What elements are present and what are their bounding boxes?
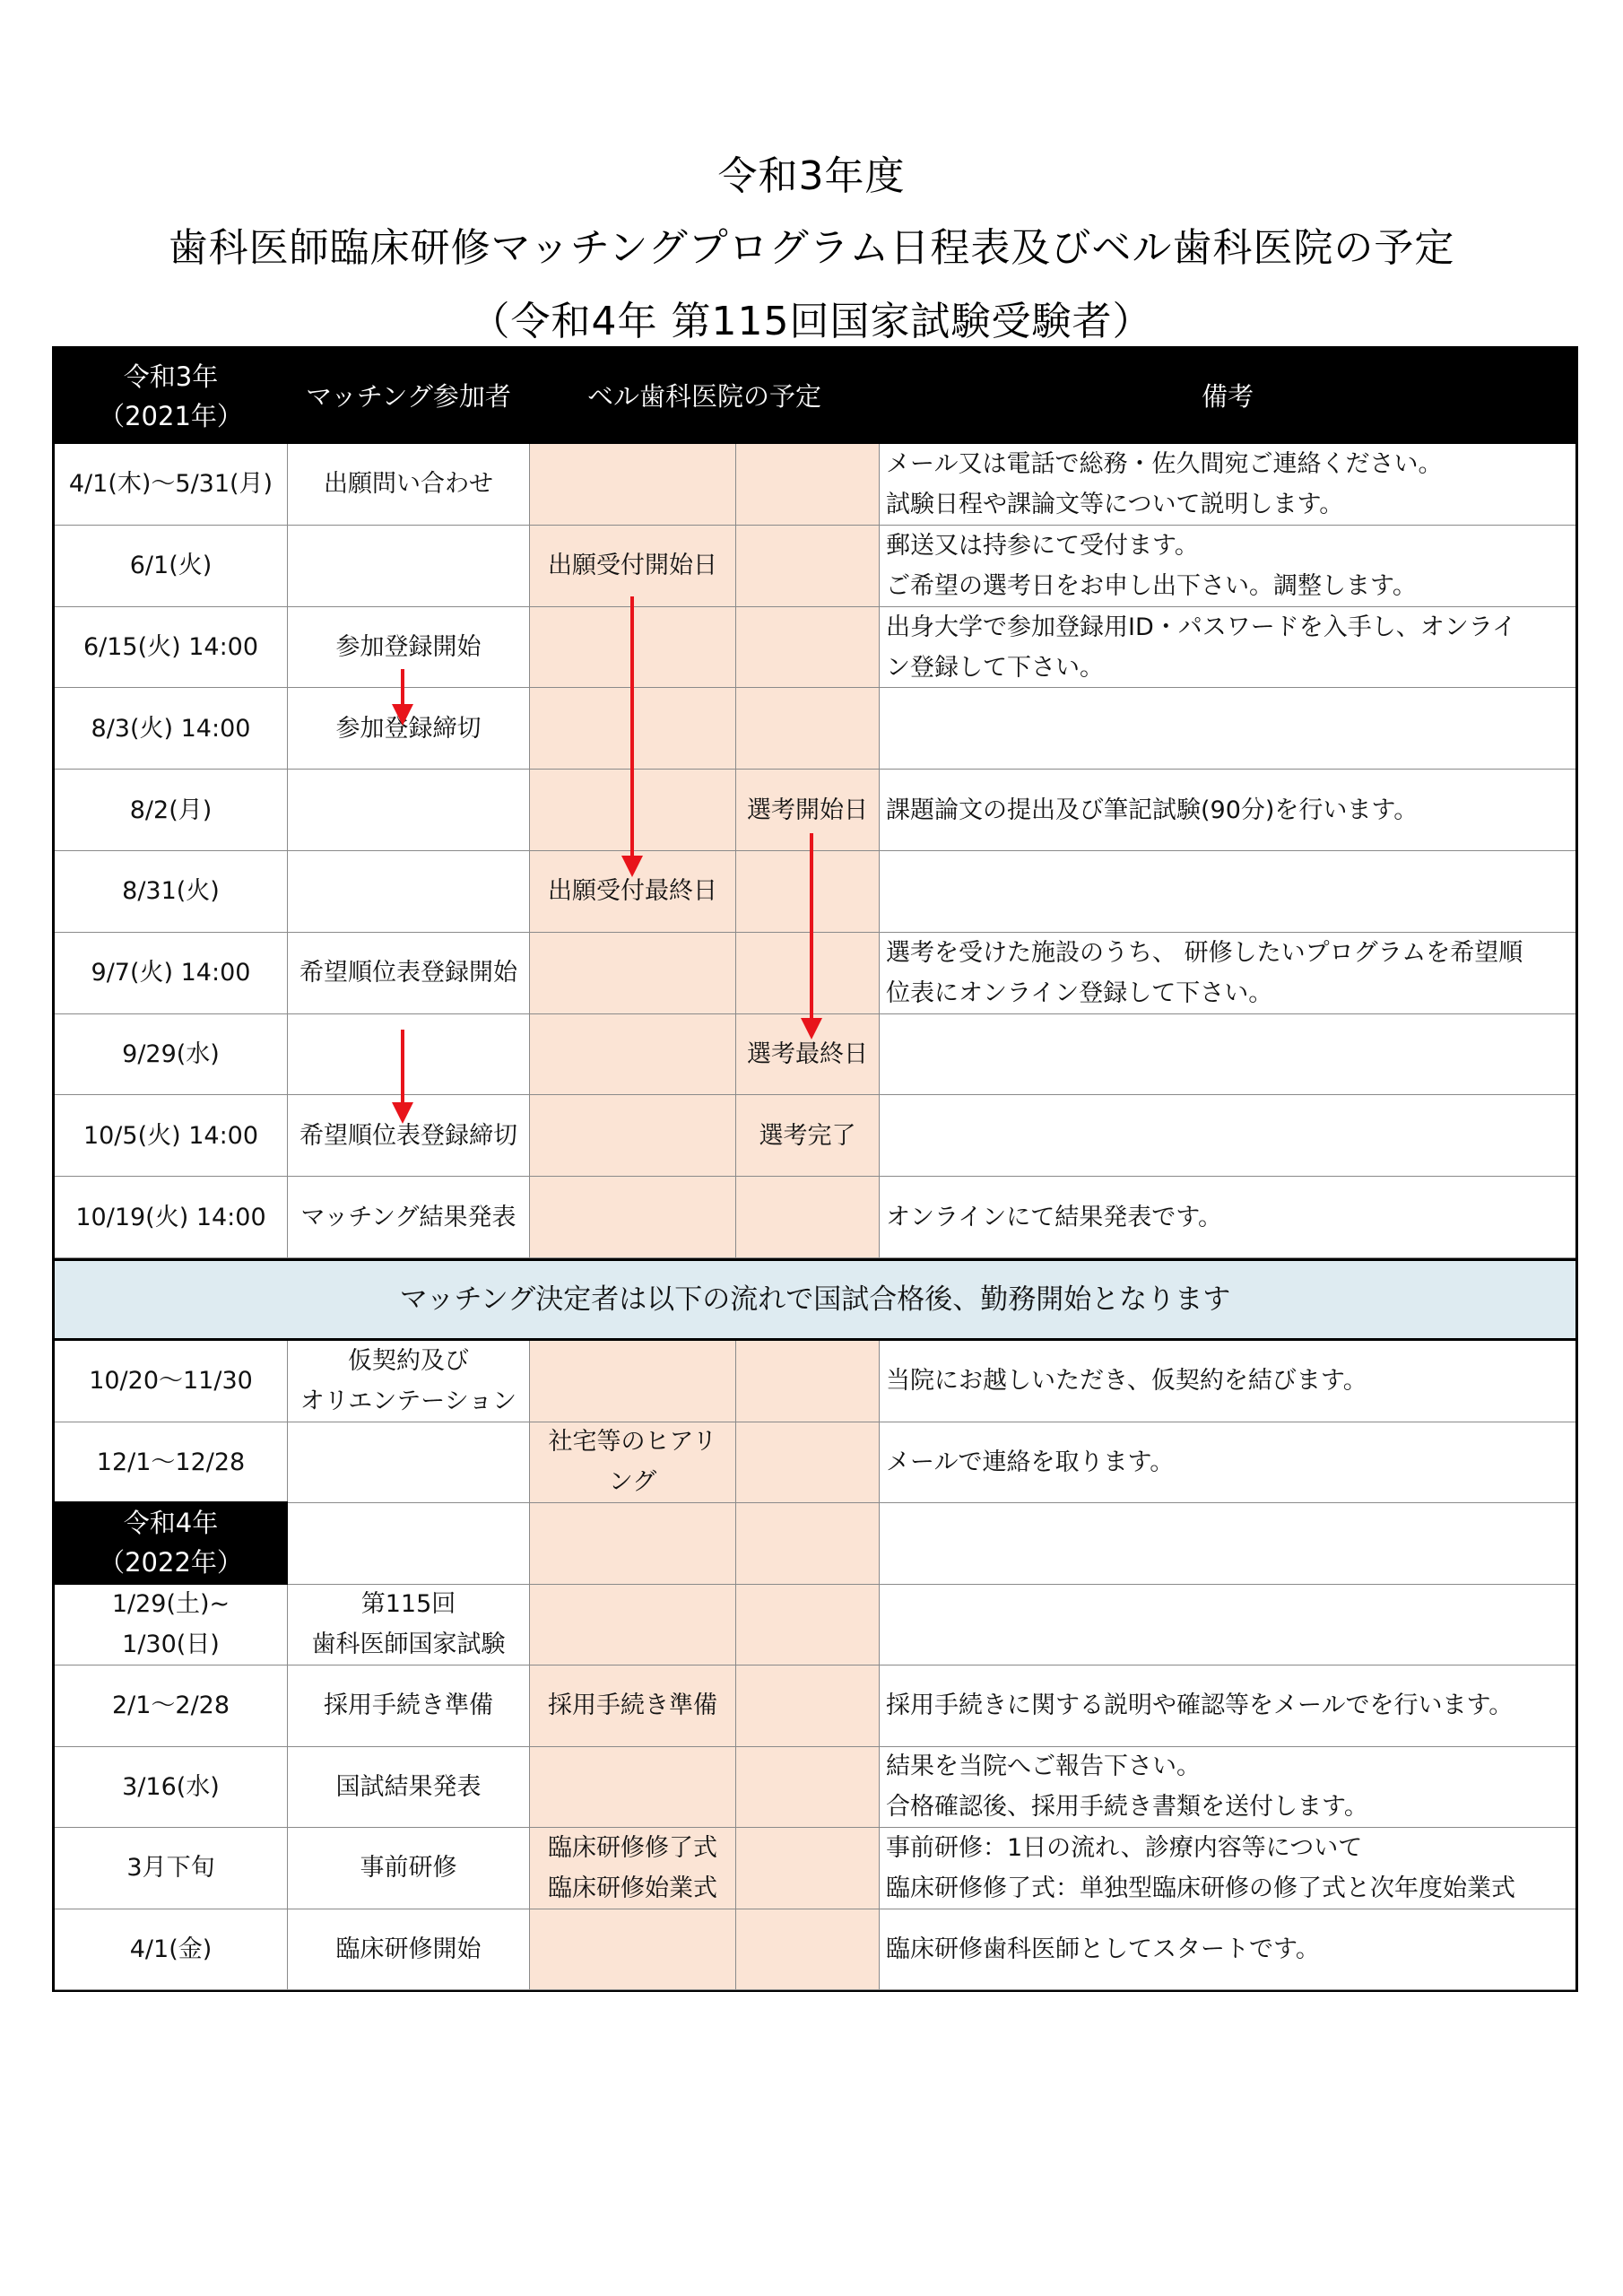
row-2-note-text-1: 出身大学で参加登録用ID・パスワードを入手し、オンライ — [886, 613, 1516, 641]
row-7-bell-selection — [736, 1014, 880, 1096]
row-9-participant — [288, 1177, 530, 1258]
header-bell-label: ベル歯科医院の予定 — [586, 380, 821, 412]
row-8-note — [880, 1095, 1575, 1177]
row2-5-participant — [288, 1747, 530, 1829]
row2-0-note-text-1: 当院にお越しいただき、仮契約を結びます。 — [886, 1367, 1367, 1396]
row-6-note — [880, 933, 1575, 1014]
row-7-date — [55, 1014, 288, 1096]
row2-4-date — [55, 1665, 288, 1747]
row-5-bell-selection — [736, 851, 880, 933]
row-3-participant — [288, 688, 530, 770]
header-participant — [288, 349, 530, 444]
row-2-bell-selection — [736, 607, 880, 689]
row2-6-participant — [288, 1828, 530, 1909]
matching-banner — [55, 1258, 1575, 1341]
row2-6-note-text-1: 事前研修：1日の流れ、診療内容等について — [886, 1833, 1363, 1862]
row2-5-participant-text-1: 国試結果発表 — [335, 1772, 482, 1801]
header-participant-label: マッチング参加者 — [306, 380, 511, 412]
row-4-date — [55, 770, 288, 851]
row-0-participant — [288, 444, 530, 526]
row-4-bell-selection-text-1: 選考開始日 — [747, 796, 868, 824]
row-9-note — [880, 1177, 1575, 1258]
row2-0-bell-application — [530, 1341, 736, 1422]
row-8-date — [55, 1095, 288, 1177]
row-6-note-text-2: 位表にオンライン登録して下さい。 — [886, 978, 1273, 1007]
row-2-date — [55, 607, 288, 689]
row-2-participant — [288, 607, 530, 689]
row2-7-participant-text-1: 臨床研修開始 — [335, 1935, 482, 1963]
row-7-date-text-1: 9/29(水) — [122, 1039, 220, 1068]
row2-1-date-text-1: 12/1～12/28 — [96, 1448, 246, 1476]
row2-7-participant — [288, 1909, 530, 1991]
row-4-bell-application — [530, 770, 736, 851]
row-9-date-text-1: 10/19(火) 14:00 — [75, 1203, 266, 1231]
year-2022-label-text-2: （2022年） — [99, 1546, 243, 1578]
row2-3-date — [55, 1585, 288, 1666]
row-6-bell-application — [530, 933, 736, 1014]
row-5-note — [880, 851, 1575, 933]
row-9-bell-selection — [736, 1177, 880, 1258]
row2-7-date-text-1: 4/1(金) — [129, 1935, 213, 1963]
row2-5-date-text-1: 3/16(水) — [122, 1772, 220, 1801]
row-2-bell-application — [530, 607, 736, 689]
row-5-date — [55, 851, 288, 933]
row-8-date-text-1: 10/5(火) 14:00 — [82, 1121, 259, 1150]
row2-0-date — [55, 1341, 288, 1422]
header-year — [55, 349, 288, 444]
row2-4-date-text-1: 2/1～2/28 — [111, 1692, 230, 1720]
row2-1-bell-application-text-1: 社宅等のヒアリ — [548, 1428, 717, 1457]
row2-4-participant-text-1: 採用手続き準備 — [324, 1692, 493, 1720]
row-4-note — [880, 770, 1575, 851]
row-1-participant — [288, 526, 530, 607]
row2-6-bell-application — [530, 1828, 736, 1909]
title-line-2: 歯科医師臨床研修マッチングプログラム日程表及びベル歯科医院の予定 — [168, 225, 1455, 271]
row2-7-note — [880, 1909, 1575, 1991]
row-6-participant-text-1: 希望順位表登録開始 — [299, 959, 517, 987]
row2-0-participant-text-2: オリエンテーション — [299, 1387, 517, 1415]
row2-7-date — [55, 1909, 288, 1991]
row2-3-bell-selection — [736, 1585, 880, 1666]
row2-3-date-text-1: 1/29(土)~ — [111, 1590, 230, 1619]
row-5-bell-application-text-1: 出願受付最終日 — [548, 877, 717, 906]
year-2022-label — [55, 1501, 288, 1585]
header-year-line2: （2021年） — [99, 400, 243, 431]
row-0-bell-selection — [736, 444, 880, 526]
row2-4-bell-selection — [736, 1665, 880, 1747]
row2-4-bell-application — [530, 1665, 736, 1747]
header-year-line1: 令和3年 — [123, 361, 219, 392]
title-line-3: （令和4年 第115回国家試験受験者） — [470, 299, 1153, 344]
row2-5-bell-application — [530, 1747, 736, 1829]
row2-5-bell-selection — [736, 1747, 880, 1829]
row-2-participant-text-1: 参加登録開始 — [335, 632, 482, 661]
row-5-date-text-1: 8/31(火) — [122, 877, 220, 906]
row-3-note — [880, 688, 1575, 770]
row2-3-participant-text-2: 歯科医師国家試験 — [311, 1631, 506, 1659]
row-8-bell-application — [530, 1095, 736, 1177]
row2-3-note — [880, 1585, 1575, 1666]
row-0-date — [55, 444, 288, 526]
row-3-bell-selection — [736, 688, 880, 770]
row-7-note — [880, 1014, 1575, 1096]
matching-banner-text: マッチング決定者は以下の流れで国試合格後、勤務開始となります — [399, 1283, 1231, 1316]
row-6-date — [55, 933, 288, 1014]
row-4-bell-selection — [736, 770, 880, 851]
row2-3-participant — [288, 1585, 530, 1666]
row-2-date-text-1: 6/15(火) 14:00 — [82, 632, 259, 661]
schedule-table — [52, 346, 1578, 1992]
row-6-note-text-1: 選考を受けた施設のうち、 研修したいプログラムを希望順 — [886, 938, 1523, 967]
row2-1-note — [880, 1422, 1575, 1504]
row-1-note-text-1: 郵送又は持参にて受付ます。 — [886, 531, 1199, 560]
row2-6-date-text-1: 3月下旬 — [126, 1854, 215, 1883]
row2-7-bell-selection — [736, 1909, 880, 1991]
header-notes-label: 備考 — [1201, 380, 1254, 412]
row2-2-participant — [288, 1503, 530, 1585]
row-8-bell-selection — [736, 1095, 880, 1177]
row2-2-note — [880, 1503, 1575, 1585]
row2-6-note — [880, 1828, 1575, 1909]
row-7-bell-selection-text-1: 選考最終日 — [747, 1039, 868, 1068]
row-9-date — [55, 1177, 288, 1258]
row-9-bell-application — [530, 1177, 736, 1258]
row-1-note-text-2: ご希望の選考日をお申し出下さい。調整します。 — [886, 571, 1417, 600]
row-0-bell-application — [530, 444, 736, 526]
row-3-bell-application — [530, 688, 736, 770]
year-2022-label-text-1: 令和4年 — [123, 1507, 219, 1538]
row-3-participant-text-1: 参加登録締切 — [335, 714, 482, 743]
row2-4-note-text-1: 採用手続きに関する説明や確認等をメールでを行います。 — [886, 1692, 1514, 1720]
row-9-note-text-1: オンラインにて結果発表です。 — [886, 1203, 1223, 1231]
row2-6-bell-application-text-1: 臨床研修修了式 — [548, 1833, 717, 1862]
row2-6-bell-selection — [736, 1828, 880, 1909]
row-6-date-text-1: 9/7(火) 14:00 — [91, 959, 251, 987]
row-1-bell-selection — [736, 526, 880, 607]
row-5-bell-application — [530, 851, 736, 933]
row2-0-note — [880, 1341, 1575, 1422]
row2-3-date-text-2: 1/30(日) — [122, 1631, 220, 1659]
row2-6-date — [55, 1828, 288, 1909]
row2-3-participant-text-1: 第115回 — [360, 1590, 456, 1619]
row2-7-bell-application — [530, 1909, 736, 1991]
row-4-participant — [288, 770, 530, 851]
row2-4-participant — [288, 1665, 530, 1747]
row2-1-bell-application — [530, 1422, 736, 1504]
row2-3-bell-application — [530, 1585, 736, 1666]
row2-1-bell-application-text-2: ング — [608, 1468, 657, 1497]
row-6-participant — [288, 933, 530, 1014]
row-2-note — [880, 607, 1575, 689]
row-7-participant — [288, 1014, 530, 1096]
row2-2-bell-application — [530, 1503, 736, 1585]
row-3-date — [55, 688, 288, 770]
header-notes — [880, 349, 1575, 444]
row-1-date-text-1: 6/1(火) — [129, 552, 213, 580]
row2-5-note-text-2: 合格確認後、採用手続き書類を送付します。 — [886, 1793, 1368, 1822]
row-1-bell-application — [530, 526, 736, 607]
row-0-note-text-2: 試験日程や課論文等について説明します。 — [886, 490, 1344, 518]
row2-1-bell-selection — [736, 1422, 880, 1504]
row-4-note-text-1: 課題論文の提出及び筆記試験(90分)を行います。 — [886, 796, 1419, 824]
row-8-bell-selection-text-1: 選考完了 — [759, 1121, 856, 1150]
row2-6-note-text-2: 臨床研修修了式：単独型臨床研修の修了式と次年度始業式 — [886, 1874, 1515, 1902]
row2-4-bell-application-text-1: 採用手続き準備 — [548, 1692, 717, 1720]
row2-0-participant-text-1: 仮契約及び — [348, 1346, 469, 1375]
header-bell — [530, 349, 880, 444]
row-7-bell-application — [530, 1014, 736, 1096]
row-0-note — [880, 444, 1575, 526]
row-1-date — [55, 526, 288, 607]
row-1-bell-application-text-1: 出願受付開始日 — [548, 552, 717, 580]
row2-7-note-text-1: 臨床研修歯科医師としてスタートです。 — [886, 1935, 1320, 1963]
row2-1-date — [55, 1422, 288, 1504]
row2-1-note-text-1: メールで連絡を取ります。 — [886, 1448, 1175, 1476]
row2-5-date — [55, 1747, 288, 1829]
row2-6-bell-application-text-2: 臨床研修始業式 — [548, 1874, 717, 1902]
title-line-1: 令和3年度 — [717, 153, 906, 199]
row-4-date-text-1: 8/2(月) — [129, 796, 213, 824]
row-9-participant-text-1: マッチング結果発表 — [300, 1203, 516, 1231]
row2-5-note-text-1: 結果を当院へご報告下さい。 — [886, 1752, 1201, 1781]
row2-0-participant — [288, 1341, 530, 1422]
row2-0-bell-selection — [736, 1341, 880, 1422]
row-8-participant-text-1: 希望順位表登録締切 — [299, 1121, 517, 1150]
row2-1-participant — [288, 1422, 530, 1504]
row2-6-participant-text-1: 事前研修 — [360, 1854, 457, 1883]
row2-4-note — [880, 1665, 1575, 1747]
row-0-participant-text-1: 出願問い合わせ — [324, 470, 493, 499]
row-0-note-text-1: メール又は電話で総務・佐久間宛ご連絡ください。 — [886, 449, 1443, 478]
row-6-bell-selection — [736, 933, 880, 1014]
row-1-note — [880, 526, 1575, 607]
row-2-note-text-2: ン登録して下さい。 — [886, 653, 1104, 682]
row-5-participant — [288, 851, 530, 933]
row-8-participant — [288, 1095, 530, 1177]
row-3-date-text-1: 8/3(火) 14:00 — [91, 714, 251, 743]
row2-2-bell-selection — [736, 1503, 880, 1585]
row-0-date-text-1: 4/1(木)～5/31(月) — [68, 470, 273, 499]
row2-0-date-text-1: 10/20～11/30 — [89, 1367, 253, 1396]
row2-5-note — [880, 1747, 1575, 1829]
